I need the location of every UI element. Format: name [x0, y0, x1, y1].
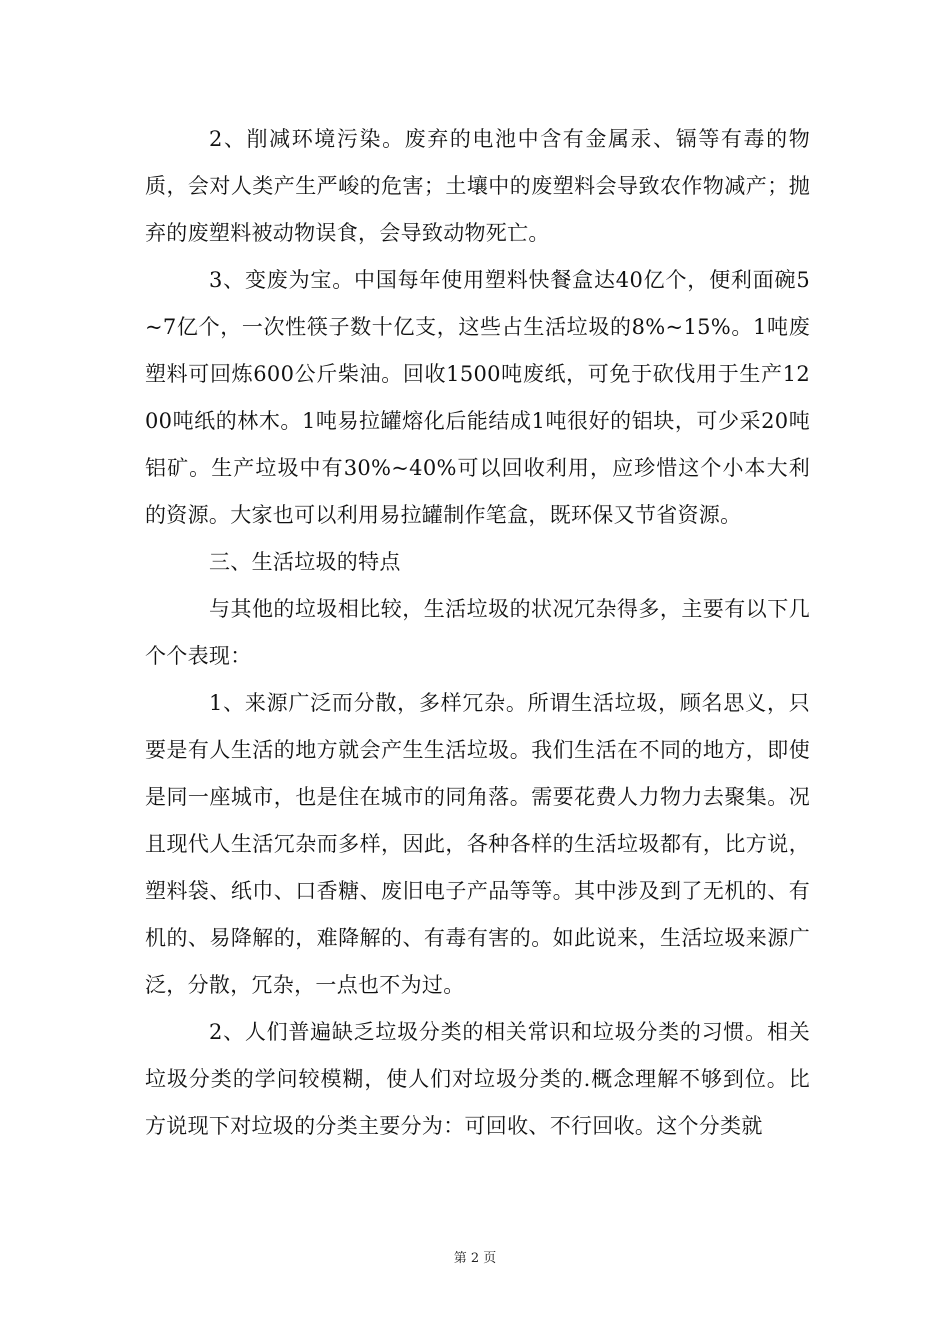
paragraph-lack-of-knowledge: 2、人们普遍缺乏垃圾分类的相关常识和垃圾分类的习惯。相关垃圾分类的学问较模糊，使人们对垃圾分类的.概念理解不够到位。比方说现下对垃圾的分类主要分为：可回收、不行回收。这个分类就	[145, 1020, 810, 1138]
paragraph-wide-sources: 1、来源广泛而分散，多样冗杂。所谓生活垃圾，顾名思义，只要是有人生活的地方就会产生生活垃圾。我们生活在不同的地方，即使是同一座城市，也是住在城市的同角落。需要花费人力物力去聚集。况且现代人生活冗杂而多样，因此，各种各样的生活垃圾都有，比方说，塑料袋、纸巾、口香糖、废旧电子产品等等。其中涉及到了无机的、有机的、易降解的，难降解的、有毒有害的。如此说来，生活垃圾来源广泛，分散，冗杂，一点也不为过。	[145, 691, 810, 997]
section-heading-characteristics: 三、生活垃圾的特点	[209, 550, 401, 574]
page-number-footer: 第 2 页	[453, 1251, 497, 1266]
paragraph-turn-waste-into-treasure: 3、变废为宝。中国每年使用塑料快餐盒达40亿个，便利面碗5~7亿个，一次性筷子数十亿支，这些占生活垃圾的8%~15%。1吨废塑料可回炼600公斤柴油。回收1500吨废纸，可免于砍伐用于生产1200吨纸的林木。1吨易拉罐熔化后能结成1吨很好的铝块，可少采20吨铝矿。生产垃圾中有30%~40%可以回收利用，应珍惜这个小本大利的资源。大家也可以利用易拉罐制作笔盒，既环保又节省资源。	[145, 268, 810, 527]
document-body	[145, 116, 810, 1150]
paragraph-reduce-pollution: 2、削减环境污染。废弃的电池中含有金属汞、镉等有毒的物质，会对人类产生严峻的危害；土壤中的废塑料会导致农作物减产；抛弃的废塑料被动物误食，会导致动物死亡。	[145, 127, 810, 245]
paragraph-comparison-intro: 与其他的垃圾相比较，生活垃圾的状况冗杂得多，主要有以下几个个表现：	[145, 597, 810, 668]
